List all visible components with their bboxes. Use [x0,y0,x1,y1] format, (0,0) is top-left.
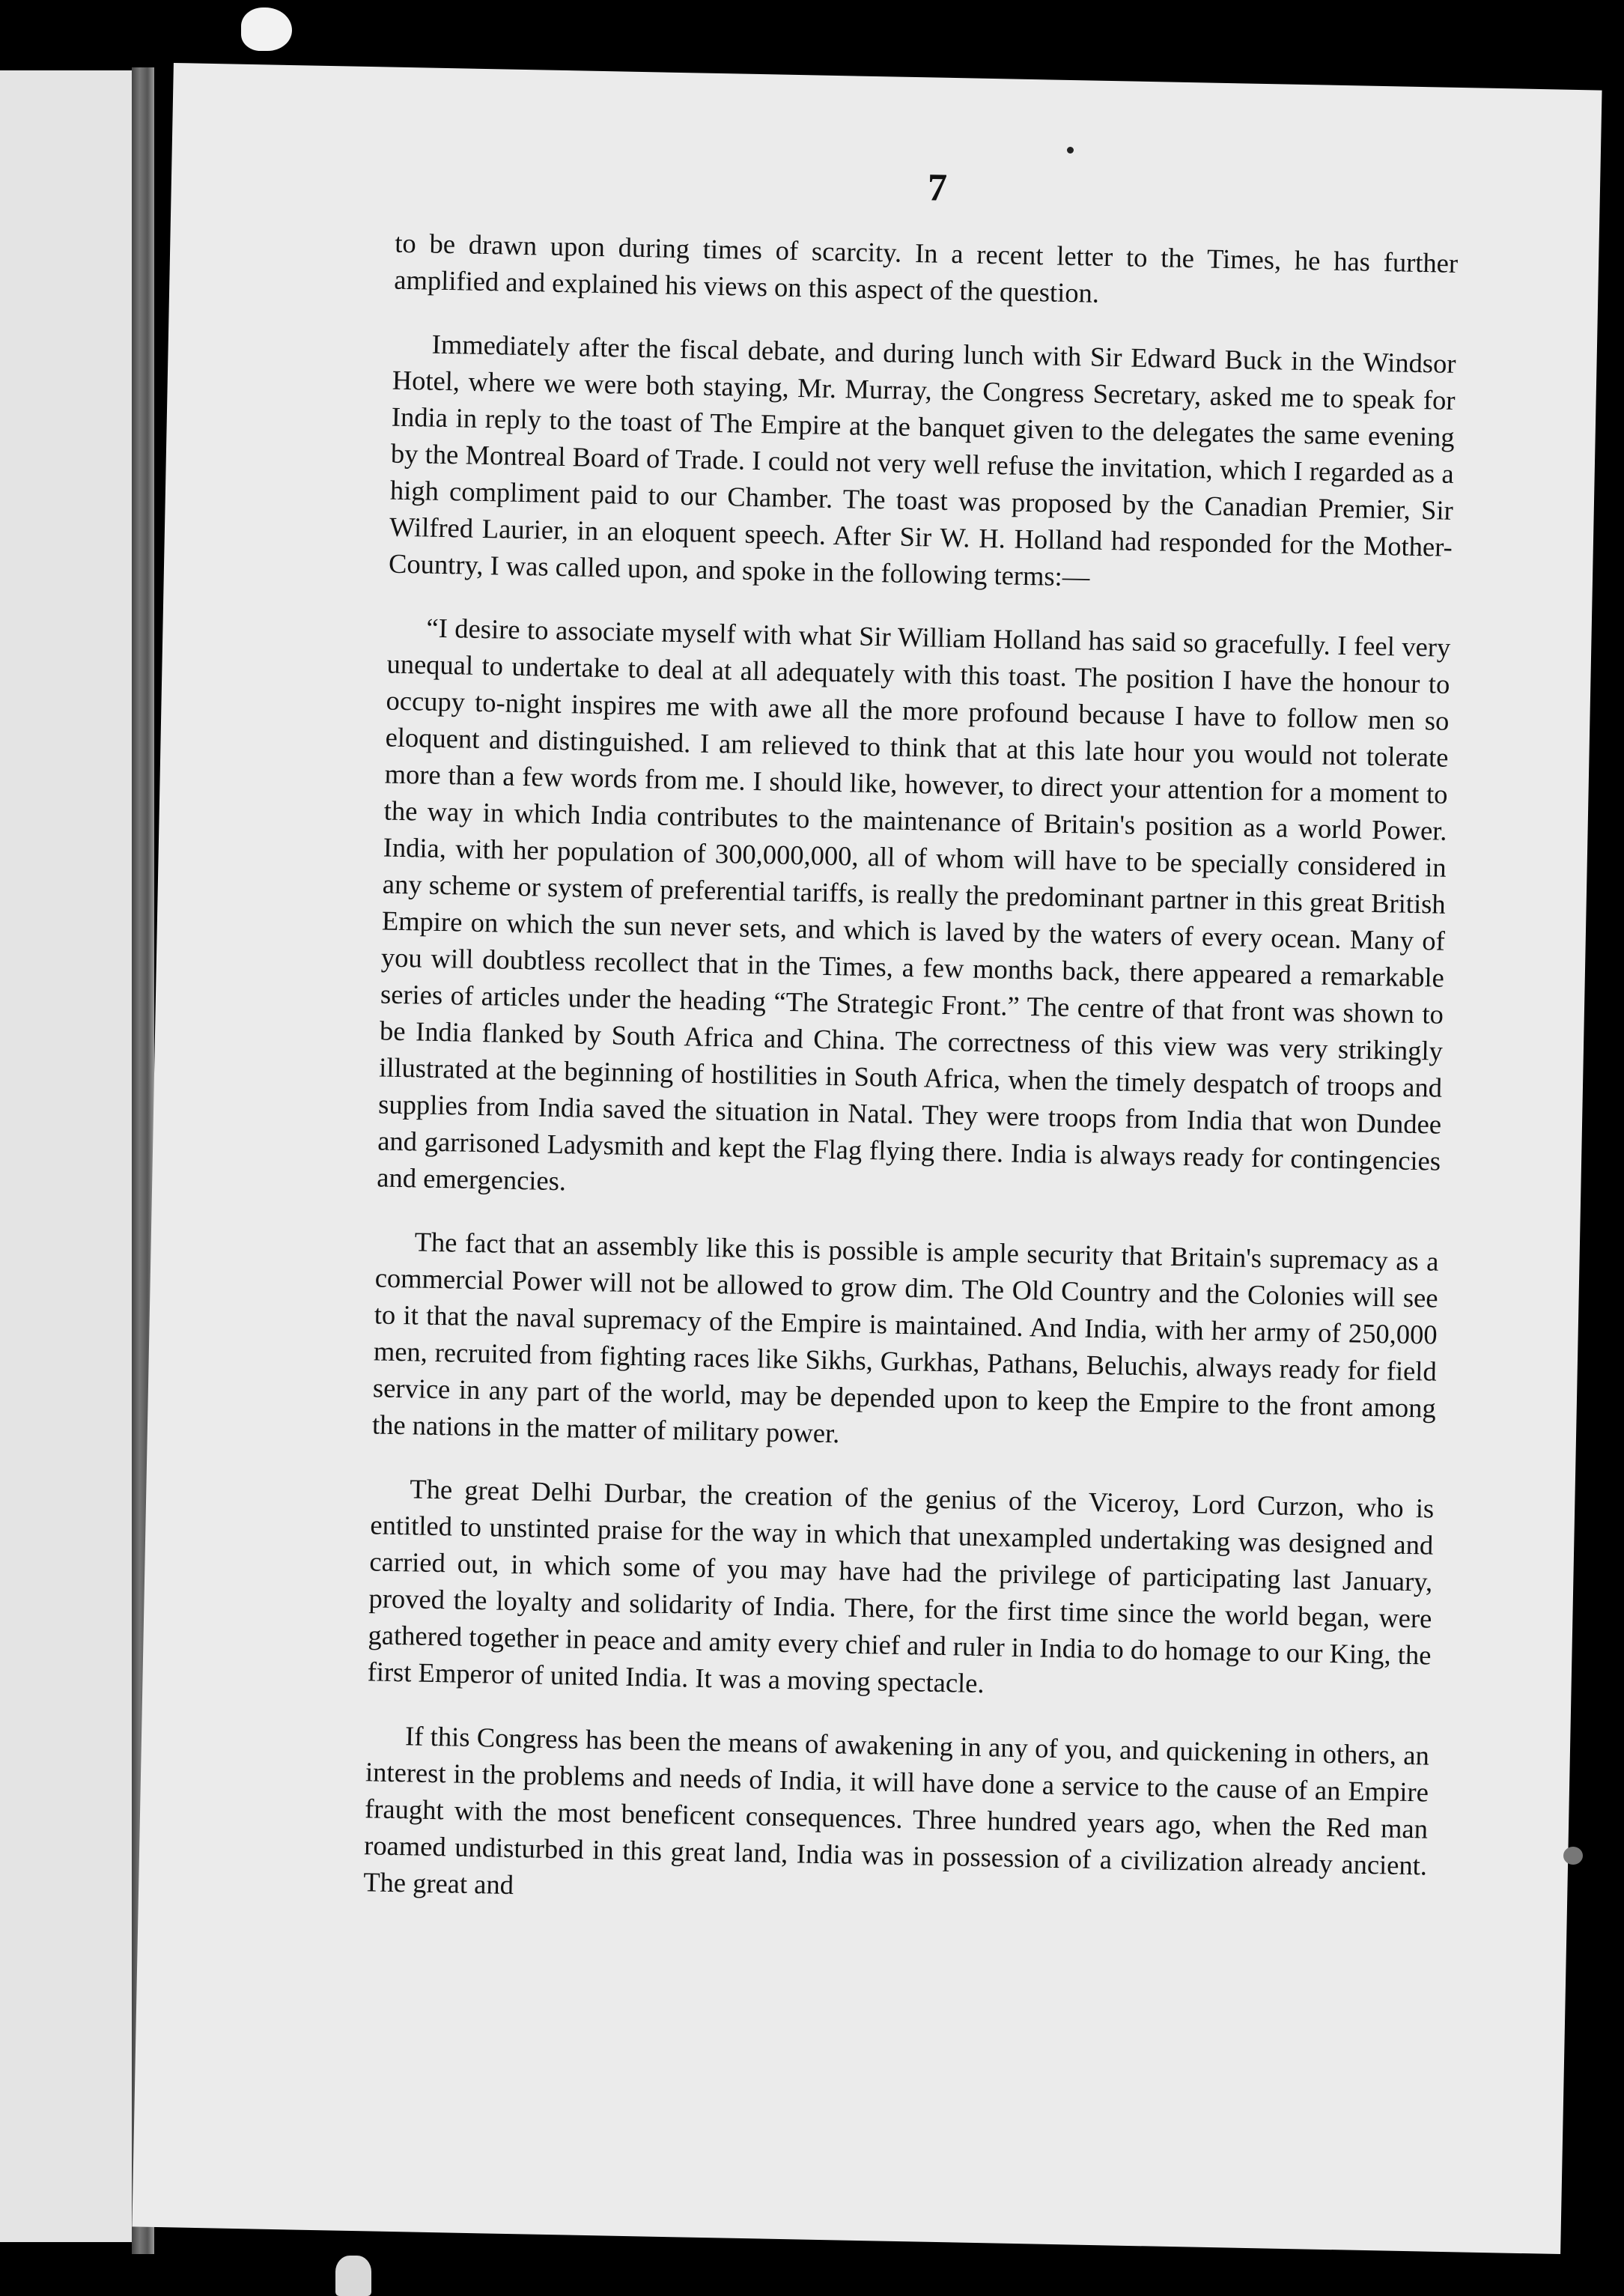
margin-smudge [1563,1847,1583,1865]
page-body [362,225,1458,1948]
paragraph-4: The fact that an assembly like this is possible is ample security that Britain's supremacy as a commercial Power will not be allowed to grow dim. The Old Country and the Colonies will see to it that the naval supremacy of the Empire is maintained. And India, with her army of 250,000 men, recruited from fighting races like Sikhs, Gurkhas, Pathans, Beluchis, always ready for field service in any part of the world, may be depended upon to keep the Empire to the front among the nations in the matter of military power. [371,1226,1439,1449]
facing-page-edge [0,70,144,2242]
paragraph-5: The great Delhi Durbar, the creation of the genius of the Viceroy, Lord Curzon, who is entitled to unstinted praise for the way in which that unexampled undertaking was designed and carried out, in which some of you may have had the privilege of participating last January, proved the loyalty and solidarity of India. There, for the first time since the world began, were gathered together in peace and amity every chief and ruler in India to do homage to our King, the first Emperor of united India. It was a moving spectacle. [367,1473,1435,1699]
paragraph-1: to be drawn upon during times of scarcity. In a recent letter to the Times, he has further amplified and explained his views on this aspect of the question. [394,227,1459,309]
document-page [132,63,1602,2254]
scan-blot [241,7,292,51]
paragraph-2: Immediately after the fiscal debate, and during lunch with Sir Edward Buck in the Windsor Hotel, where we were both staying, Mr. Murray, the Congress Secretary, asked me to speak for India in reply to the toast of The Empire at the banquet given to the delegates the same evening by the Montreal Board of Trade. I could not very well refuse the invitation, which I regarded as a high compliment paid to our Chamber. The toast was proposed by the Canadian Premier, Sir Wilfred Laurier, in an eloquent speech. After Sir W. H. Holland had responded for the Mother-Country, I was called upon, and spoke in the following terms:— [388,328,1456,592]
paragraph-6: If this Congress has been the means of awakening in any of you, and quickening in others, an interest in the problems and needs of India, it will have done a service to the cause of an Empire fraught with the most beneficent consequences. Three hundred years ago, when the Red man roamed undisturbed in this great land, India was in possession of a civilization already ancient. The great and [362,1720,1430,1901]
scan-artifact [335,2256,371,2296]
ink-dot [1067,147,1074,154]
page-number: 7 [927,166,948,210]
paragraph-3: “I desire to associate myself with what Sir William Holland has said so gracefully. I feel very unequal to undertake to deal at all adequately with this toast. The position I have the honour to occupy to-night inspires me with awe all the more profound because I have to follow men so eloquent and distinguished. I am relieved to think that at this late hour you would not tolerate more than a few words from me. I should like, however, to direct your attention for a moment to the way in which India contributes to the maintenance of Britain's position as a world Power. India, with her population of 300,000,000, all of whom will have to be specially considered in any scheme or system of preferential tariffs, is really the predominant partner in this great British Empire on which the sun never sets, and which is laved by the waters of every ocean. Many of you will doubtless recollect that in the Times, a few months back, there appeared a remarkable series of articles under the heading “The Strategic Front.” The centre of that front was shown to be India flanked by South Africa and China. The correctness of this view was very strikingly illustrated at the beginning of hostilities in South Africa, when the timely despatch of troops and supplies from India saved the situation in Natal. They were troops from India that won Dundee and garrisoned Ladysmith and kept the Flag flying there. India is always ready for contingencies and emergencies. [377,612,1451,1197]
